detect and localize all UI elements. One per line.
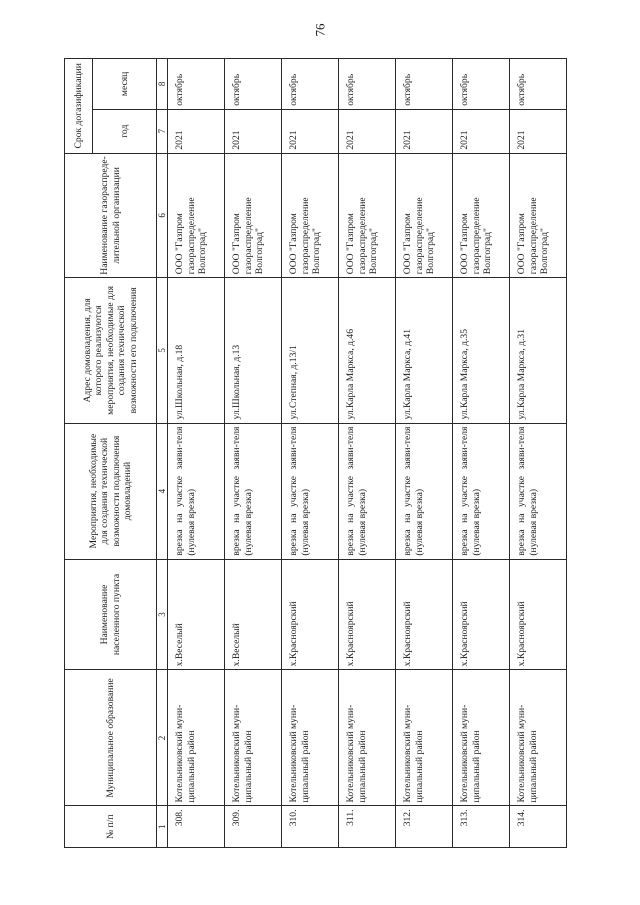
table-header — [65, 59, 168, 848]
municipality-cell: Котельниковский муни-ципальный район — [225, 670, 282, 806]
header-term: Срок догазификации — [65, 59, 93, 154]
month-cell: октябрь — [282, 59, 339, 110]
row-number: 312. — [396, 806, 453, 848]
header-col-8: месяц — [93, 59, 157, 110]
table-row — [339, 59, 396, 848]
year-cell: 2021 — [510, 109, 567, 153]
month-cell: октябрь — [510, 59, 567, 110]
month-cell: октябрь — [339, 59, 396, 110]
row-number: 308. — [168, 806, 225, 848]
measures-cell: врезка на участке заяви-теля (нулевая врезка) — [339, 423, 396, 559]
header-col-5: Адрес домовладения, для которого реализуются мероприятия, необходимые для создания технической возможности его подключения — [65, 278, 157, 423]
gdo-cell: ООО "Газпром газораспределение Волгоград" — [510, 153, 567, 278]
month-cell: октябрь — [453, 59, 510, 110]
gdo-cell: ООО "Газпром газораспределение Волгоград" — [339, 153, 396, 278]
locality-cell: х.Веселый — [168, 559, 225, 670]
header-col-6: Наименование газораспреде-лительной организации — [65, 153, 157, 278]
header-col-1: № п/п — [65, 806, 157, 848]
address-cell: ул.Карла Маркса, д.35 — [453, 278, 510, 423]
address-cell: ул.Карла Маркса, д.41 — [396, 278, 453, 423]
gdo-cell: ООО "Газпром газораспределение Волгоград" — [453, 153, 510, 278]
row-number: 310. — [282, 806, 339, 848]
header-col-7: год — [93, 109, 157, 153]
municipality-cell: Котельниковский муни-ципальный район — [510, 670, 567, 806]
row-number: 311. — [339, 806, 396, 848]
month-cell: октябрь — [396, 59, 453, 110]
row-number: 314. — [510, 806, 567, 848]
measures-cell: врезка на участке заяви-теля (нулевая врезка) — [453, 423, 510, 559]
address-cell: ул.Карла Маркса, д.46 — [339, 278, 396, 423]
header-col-4: Мероприятия, необходимые для создания технической возможности подключения домовладений — [65, 423, 157, 559]
table-row — [168, 59, 225, 848]
column-number: 4 — [157, 423, 168, 559]
gasification-table-container — [64, 58, 585, 848]
locality-cell: х.Красноярский — [396, 559, 453, 670]
row-number: 313. — [453, 806, 510, 848]
column-number: 6 — [157, 153, 168, 278]
year-cell: 2021 — [168, 109, 225, 153]
table-row — [453, 59, 510, 848]
column-number: 8 — [157, 59, 168, 110]
month-cell: октябрь — [225, 59, 282, 110]
measures-cell: врезка на участке заяви-теля (нулевая врезка) — [510, 423, 567, 559]
measures-cell: врезка на участке заяви-теля (нулевая врезка) — [282, 423, 339, 559]
locality-cell: х.Красноярский — [453, 559, 510, 670]
table-row — [510, 59, 567, 848]
column-number-row — [157, 59, 168, 848]
table-row — [282, 59, 339, 848]
month-cell: октябрь — [168, 59, 225, 110]
gdo-cell: ООО "Газпром газораспределение Волгоград" — [282, 153, 339, 278]
measures-cell: врезка на участке заяви-теля (нулевая врезка) — [168, 423, 225, 559]
header-col-2: Муниципальное образование — [65, 670, 157, 806]
gdo-cell: ООО "Газпром газораспределение Волгоград" — [396, 153, 453, 278]
year-cell: 2021 — [396, 109, 453, 153]
locality-cell: х.Красноярский — [510, 559, 567, 670]
municipality-cell: Котельниковский муни-ципальный район — [396, 670, 453, 806]
row-number: 309. — [225, 806, 282, 848]
column-number: 2 — [157, 670, 168, 806]
measures-cell: врезка на участке заяви-теля (нулевая врезка) — [396, 423, 453, 559]
gdo-cell: ООО "Газпром газораспределение Волгоград" — [225, 153, 282, 278]
gasification-table — [64, 58, 567, 848]
table-row — [396, 59, 453, 848]
address-cell: ул.Школьная, д.13 — [225, 278, 282, 423]
locality-cell: х.Веселый — [225, 559, 282, 670]
measures-cell: врезка на участке заяви-теля (нулевая врезка) — [225, 423, 282, 559]
column-number: 1 — [157, 806, 168, 848]
year-cell: 2021 — [453, 109, 510, 153]
column-number: 5 — [157, 278, 168, 423]
year-cell: 2021 — [225, 109, 282, 153]
year-cell: 2021 — [339, 109, 396, 153]
table-row — [225, 59, 282, 848]
locality-cell: х.Красноярский — [282, 559, 339, 670]
locality-cell: х.Красноярский — [339, 559, 396, 670]
year-cell: 2021 — [282, 109, 339, 153]
header-col-3: Наименование населенного пункта — [65, 559, 157, 670]
address-cell: ул.Карла Маркса, д.31 — [510, 278, 567, 423]
column-number: 3 — [157, 559, 168, 670]
address-cell: ул.Школьная, д.18 — [168, 278, 225, 423]
municipality-cell: Котельниковский муни-ципальный район — [453, 670, 510, 806]
gdo-cell: ООО "Газпром газораспределение Волгоград" — [168, 153, 225, 278]
municipality-cell: Котельниковский муни-ципальный район — [339, 670, 396, 806]
page-number-text: 76 — [312, 23, 327, 37]
column-number: 7 — [157, 109, 168, 153]
municipality-cell: Котельниковский муни-ципальный район — [168, 670, 225, 806]
page-number — [313, 20, 327, 40]
municipality-cell: Котельниковский муни-ципальный район — [282, 670, 339, 806]
address-cell: ул.Степная, д.13/1 — [282, 278, 339, 423]
